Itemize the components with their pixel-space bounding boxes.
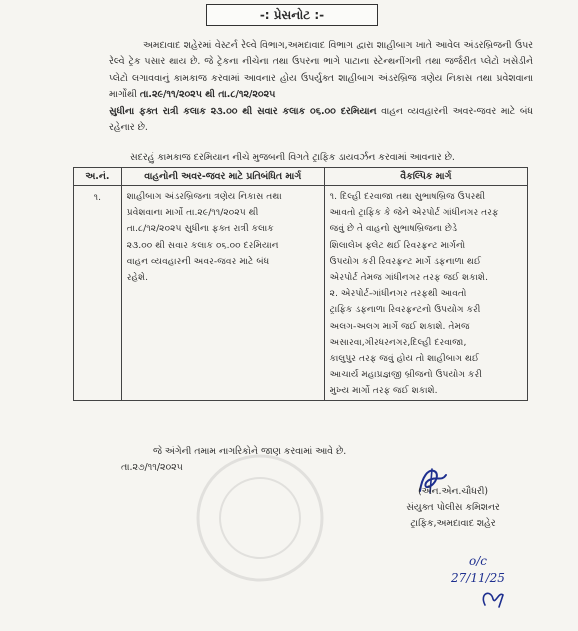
issue-date: તા.૨૭/૧૧/૨૦૨૫ [121,462,183,473]
header-restricted-route: વાહનોની અવર-જવર માટે પ્રતિબંધિત માર્ગ [121,168,324,186]
restricted-line: પ્રવેશવાના માર્ગો તા.૨૯/૧૧/૨૦૨૫ થી [126,207,259,219]
alternative-line: ઉપયોગ કરી રિવરફ્રન્ટ માર્ગે ડફનાળા થઈ [329,255,482,267]
para-line-5: સુધીના ફક્ત રાત્રી કલાક ૨૩.૦૦ થી સવાર કલાક ૦૬.૦૦ દરમિયાન [109,105,377,117]
para-line-2: અંડરબ્રિજની ઉપર રેલ્વે ટ્રેક પસાર થાય છે. જે ટ્રેકના નીચેના તથા ઉપરના ભાગે પાટાના સ્ટેન્થનીંગની [109,40,533,68]
restricted-line: તા.૮/૧૨/૨૦૨૫ સુધીના ફક્ત રાત્રી કલાક [126,223,274,235]
alternative-line: ૧. દિલ્હી દરવાજા તથા સુભાષબ્રિજ ઉપરથી [329,191,486,202]
restricted-line: રહેશે. [126,272,149,284]
received-note-line-2: 27/11/25 [451,571,505,585]
main-paragraph [109,38,533,136]
para-line-4: અંડરબ્રિજ ત્રણેય નિકાસ તથા પ્રવેશવાના માર્ગોથી [109,72,533,101]
restricted-line: શાહીબાગ અંડરબ્રિજના ત્રણેય નિકાસ તથા [126,191,282,202]
alternative-line: ટ્રાફિક ડફનાળા રિવરફ્રન્ટનો ઉપયોગ કરી [329,304,481,316]
handwritten-received-note [449,549,549,609]
restricted-line: વાહન વ્યવહારની અવર-જવર માટે બંધ [126,255,270,267]
header-alternative-route: વૈકલ્પિક માર્ગ [324,168,527,186]
diversion-intro: સદરહું કામકાજ દરમિયાન નીચે મુજબની વિગતે ટ્રાફિક ડાયવર્ઝન કરવામાં આવનાર છે. [130,152,455,163]
row-serial: ૧. [74,186,122,401]
table-header-row [74,168,528,186]
restricted-route-cell [121,186,324,401]
para-line-6: માટે બંધ રહેનાર છે. [109,105,534,134]
table-row [74,186,528,401]
press-note-title: -: પ્રેસનોટ :- [206,4,378,26]
alternative-line: એરપોર્ટ તેમજ ગાંધીનગર તરફ જઈ શકાશે. [329,272,488,284]
alternative-line: અલગ-અલગ માર્ગે જઈ શકાશે. તેમજ [329,320,470,332]
alternative-line: આવતો ટ્રાફિક કે જેને એરપોર્ટ ગાંધીનગર તરફ [329,207,499,219]
received-note-line-1: o/c [469,554,487,568]
alternative-line: કાલુપુર તરફ જવું હોય તો શાહીબાગ થઈ [329,353,480,365]
para-line-3: તથા જર્જરીત પ્લેટો ખસેડીને પ્લેટો લગાવવાનું કામકાજ કરવામાં આવનાર હોય ઉપર્યુક્ત શાહીબાગ [109,56,533,84]
alternative-line: શિલાલેખ ફ્લેટ થઈ રિવરફ્રન્ટ માર્ગનો [329,239,466,251]
alternative-line: જવું છે તે વાહનો સુભાષબ્રિજના છેડે [329,223,458,235]
header-serial: અ.નં. [74,168,122,186]
signature-block [383,484,523,532]
alternative-line: મુખ્ય માર્ગો તરફ જઈ શકાશે. [329,385,438,397]
alternative-line: ૨. એરપોર્ટ-ગાંધીનગર તરફથી આવતો [329,288,467,300]
alternative-route-cell [324,186,527,401]
signatory-designation: સંયુક્ત પોલીસ કમિશનર [406,502,500,513]
alternative-line: આચાર્ય મહાપ્રજ્ઞજી બ્રીજનો ઉપયોગ કરી [329,369,482,381]
signatory-office: ટ્રાફિક,અમદાવાદ શહેર [410,518,496,529]
restricted-line: ૨૩.૦૦ થી સવાર કલાક ૦૬.૦૦ દરમિયાન [126,239,279,251]
bleed-through-seal [190,448,330,588]
signatory-name: (એન.એન.ચૌધરી) [417,486,489,497]
vehicle-traffic-text: વાહન વ્યવહારની અવર-જવર [381,105,497,117]
alternative-line: અસારવા,ગીરધરનગર,દિલ્હી દરવાજા, [329,336,467,348]
para-line-1: અમદાવાદ શહેરમાં વેસ્ટર્ન રેલ્વે વિભાગ,અમદાવાદ વિભાગ દ્વારા શાહીબાગ ખાતે આવેલ [143,40,461,51]
closing-statement: જે અંગેની તમામ નાગરિકોને જાણ કરવામાં આવે છે. [153,446,347,457]
diversion-table [73,167,528,401]
date-range-bold: તા.૨૯/૧૧/૨૦૨૫ થી તા.૮/૧૨/૨૦૨૫ [139,89,276,101]
